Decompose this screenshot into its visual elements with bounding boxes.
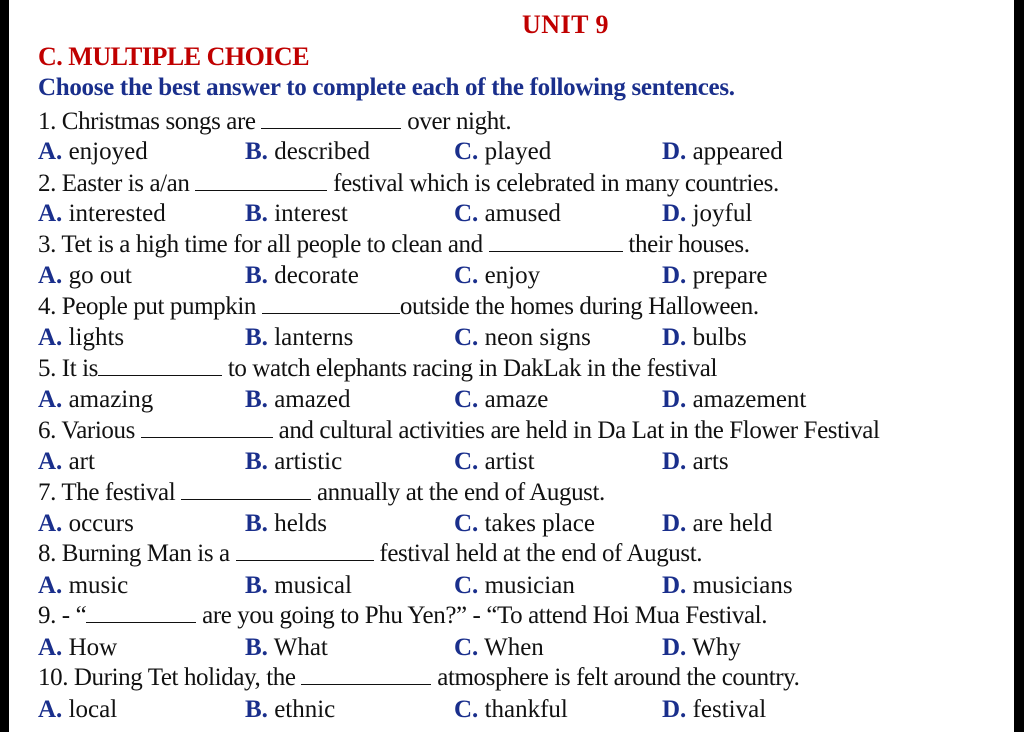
option-letter: C. [454,262,479,289]
option-a[interactable] [38,572,128,600]
question-text-before: 9. - “ [38,602,87,629]
option-letter: C. [454,200,479,227]
answer-blank [195,170,327,191]
option-letter: C. [454,138,479,165]
option-text: prepare [686,262,768,289]
option-d[interactable] [662,262,768,290]
option-text: go out [62,262,132,289]
option-text: local [62,696,118,723]
option-letter: C. [454,696,479,723]
option-text: musician [478,572,575,599]
option-c[interactable] [454,324,591,352]
option-b[interactable] [245,572,352,600]
question-2-text [38,170,779,198]
answer-blank [181,479,311,500]
option-letter: D. [662,448,687,475]
question-3-text [38,231,750,259]
option-text: helds [267,510,327,537]
option-letter: A. [38,324,63,351]
option-letter: A. [38,572,63,599]
option-letter: B. [245,696,268,723]
option-letter: B. [245,200,268,227]
option-letter: A. [38,634,63,661]
option-letter: C. [454,324,479,351]
option-letter: C. [454,572,479,599]
question-text-before: 3. Tet is a high time for all people to clean and [38,231,489,258]
option-text: bulbs [686,324,747,351]
answer-blank [141,417,273,438]
option-letter: A. [38,138,63,165]
option-a[interactable] [38,386,153,414]
option-text: When [478,634,544,661]
question-10-text [38,664,800,692]
question-text-before: 2. Easter is a/an [38,170,196,197]
option-letter: B. [245,324,268,351]
option-letter: C. [454,510,479,537]
option-text: amazing [62,386,154,413]
question-text-before: 10. During Tet holiday, the [38,664,302,691]
answer-blank [86,602,196,623]
question-text-before: 7. The festival [38,479,182,506]
question-text-after: festival which is celebrated in many countries. [327,170,779,197]
option-letter: C. [454,448,479,475]
option-d[interactable] [662,386,806,414]
option-a[interactable] [38,200,166,228]
option-b[interactable] [245,386,351,414]
option-d[interactable] [662,510,772,538]
option-text: festival [686,696,767,723]
option-letter: B. [245,510,268,537]
option-letter: B. [245,448,268,475]
option-a[interactable] [38,696,117,724]
option-d[interactable] [662,448,729,476]
option-a[interactable] [38,138,148,166]
question-text-after: to watch elephants racing in DakLak in the festival [222,355,717,382]
option-text: Why [686,634,741,661]
option-d[interactable] [662,200,752,228]
option-text: ethnic [267,696,336,723]
option-c[interactable] [454,448,535,476]
worksheet-page [9,0,1014,732]
option-letter: B. [245,634,268,661]
question-1-text [38,108,511,136]
option-text: enjoyed [62,138,148,165]
question-8-text [38,540,702,568]
option-text: neon signs [478,324,591,351]
option-b[interactable] [245,262,359,290]
option-text: takes place [478,510,595,537]
option-letter: A. [38,448,63,475]
option-text: thankful [478,696,568,723]
option-b[interactable] [245,448,342,476]
answer-blank [301,664,431,685]
option-text: lights [62,324,125,351]
question-text-before: 6. Various [38,417,141,444]
option-letter: D. [662,324,687,351]
option-letter: D. [662,572,687,599]
option-text: amazement [686,386,807,413]
question-9-text [38,602,767,630]
question-4-text [38,293,759,321]
option-text: musical [267,572,352,599]
option-text: amused [478,200,561,227]
question-text-after: and cultural activities are held in Da Lat in the Flower Festival [272,417,880,444]
answer-blank [489,231,623,252]
section-title: C. MULTIPLE CHOICE [38,42,310,71]
question-text-after: over night. [401,108,512,135]
option-text: music [62,572,129,599]
option-a[interactable] [38,634,117,662]
option-text: How [62,634,118,661]
option-a[interactable] [38,324,124,352]
question-text-after: festival held at the end of August. [373,540,703,567]
option-b[interactable] [245,696,335,724]
question-text-after: outside the homes during Halloween. [399,293,759,320]
question-text-after: are you going to Phu Yen?” - “To attend Hoi Mua Festival. [196,602,768,629]
answer-blank [236,540,374,561]
unit-title: UNIT 9 [522,10,610,39]
question-5-text [38,355,717,383]
answer-blank [261,108,401,129]
option-b[interactable] [245,510,327,538]
option-letter: D. [662,138,687,165]
option-text: What [267,634,328,661]
option-text: artist [478,448,535,475]
option-a[interactable] [38,448,95,476]
option-d[interactable] [662,572,793,600]
question-text-before: 5. It is [38,355,98,382]
option-text: appeared [686,138,783,165]
question-7-text [38,479,605,507]
question-6-text [38,417,880,445]
option-d[interactable] [662,696,766,724]
option-b[interactable] [245,634,328,662]
option-b[interactable] [245,324,353,352]
option-text: occurs [62,510,134,537]
option-text: interest [267,200,348,227]
option-letter: A. [38,386,63,413]
option-letter: A. [38,200,63,227]
option-letter: B. [245,386,268,413]
answer-blank [98,355,222,376]
option-c[interactable] [454,696,568,724]
option-text: amazed [267,386,351,413]
option-d[interactable] [662,138,783,166]
option-letter: A. [38,262,63,289]
option-letter: D. [662,510,687,537]
option-c[interactable] [454,138,551,166]
option-text: lanterns [267,324,354,351]
option-text: interested [62,200,166,227]
option-d[interactable] [662,324,747,352]
option-letter: B. [245,138,268,165]
option-text: musicians [686,572,793,599]
option-b[interactable] [245,138,370,166]
question-text-before: 4. People put pumpkin [38,293,262,320]
instruction-text: Choose the best answer to complete each of the following sentences. [38,74,735,101]
option-a[interactable] [38,510,134,538]
question-text-after: their houses. [622,231,750,258]
option-a[interactable] [38,262,132,290]
option-text: arts [686,448,729,475]
option-text: artistic [267,448,343,475]
option-c[interactable] [454,510,595,538]
option-text: art [62,448,95,475]
question-text-after: atmosphere is felt around the country. [431,664,800,691]
answer-blank [262,293,400,314]
option-letter: D. [662,386,687,413]
option-d[interactable] [662,634,741,662]
option-letter: D. [662,634,687,661]
option-text: decorate [267,262,359,289]
option-c[interactable] [454,200,561,228]
option-letter: B. [245,572,268,599]
option-text: described [267,138,370,165]
option-text: are held [686,510,773,537]
option-letter: A. [38,696,63,723]
option-letter: D. [662,696,687,723]
question-text-before: 8. Burning Man is a [38,540,236,567]
option-c[interactable] [454,386,548,414]
option-text: joyful [686,200,753,227]
option-text: enjoy [478,262,541,289]
option-c[interactable] [454,262,540,290]
question-text-before: 1. Christmas songs are [38,108,262,135]
option-letter: D. [662,200,687,227]
option-b[interactable] [245,200,348,228]
question-text-after: annually at the end of August. [311,479,605,506]
option-text: played [478,138,552,165]
option-text: amaze [478,386,549,413]
option-letter: C. [454,634,479,661]
option-c[interactable] [454,572,575,600]
option-letter: C. [454,386,479,413]
option-letter: D. [662,262,687,289]
option-letter: B. [245,262,268,289]
option-c[interactable] [454,634,544,662]
option-letter: A. [38,510,63,537]
